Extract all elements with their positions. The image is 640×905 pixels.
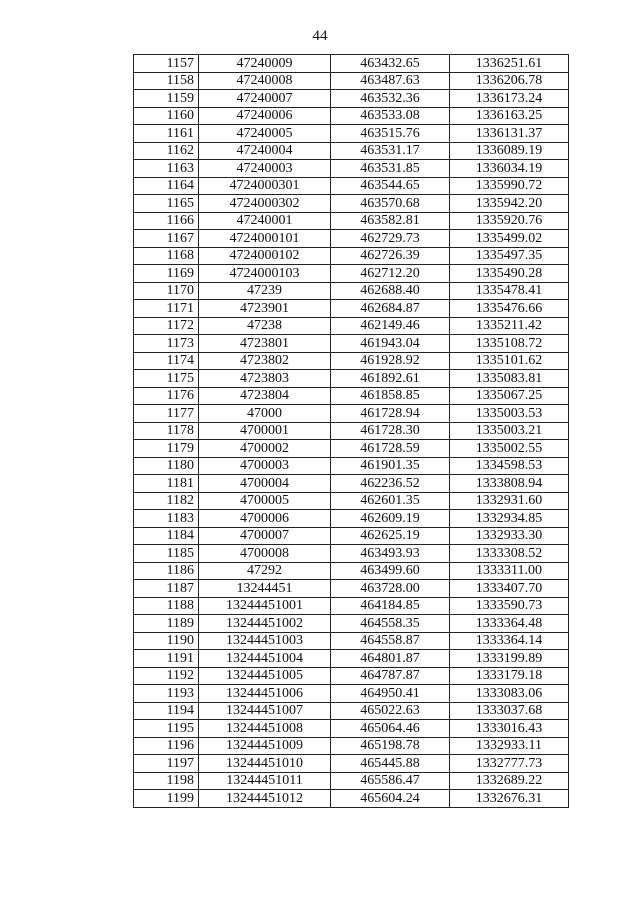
x-coordinate-cell: 464950.41 xyxy=(331,685,450,703)
point-code-cell: 47240003 xyxy=(199,160,331,178)
row-index-cell: 1193 xyxy=(134,685,199,703)
x-coordinate-cell: 464558.35 xyxy=(331,615,450,633)
point-code-cell: 13244451007 xyxy=(199,702,331,720)
y-coordinate-cell: 1333407.70 xyxy=(450,580,569,598)
y-coordinate-cell: 1336173.24 xyxy=(450,90,569,108)
row-index-cell: 1181 xyxy=(134,475,199,493)
y-coordinate-cell: 1333311.00 xyxy=(450,562,569,580)
table-row xyxy=(134,72,569,90)
x-coordinate-cell: 461728.59 xyxy=(331,440,450,458)
row-index-cell: 1166 xyxy=(134,212,199,230)
table-row xyxy=(134,772,569,790)
y-coordinate-cell: 1334598.53 xyxy=(450,457,569,475)
row-index-cell: 1170 xyxy=(134,282,199,300)
point-code-cell: 13244451009 xyxy=(199,737,331,755)
row-index-cell: 1169 xyxy=(134,265,199,283)
point-code-cell: 4723801 xyxy=(199,335,331,353)
x-coordinate-cell: 462726.39 xyxy=(331,247,450,265)
point-code-cell: 13244451006 xyxy=(199,685,331,703)
table-row xyxy=(134,632,569,650)
table-row xyxy=(134,142,569,160)
y-coordinate-cell: 1336089.19 xyxy=(450,142,569,160)
row-index-cell: 1161 xyxy=(134,125,199,143)
y-coordinate-cell: 1332676.31 xyxy=(450,790,569,808)
point-code-cell: 13244451004 xyxy=(199,650,331,668)
point-code-cell: 4724000302 xyxy=(199,195,331,213)
point-code-cell: 4724000102 xyxy=(199,247,331,265)
point-code-cell: 47292 xyxy=(199,562,331,580)
point-code-cell: 47240007 xyxy=(199,90,331,108)
point-code-cell: 4700006 xyxy=(199,510,331,528)
table-row xyxy=(134,580,569,598)
row-index-cell: 1190 xyxy=(134,632,199,650)
x-coordinate-cell: 465445.88 xyxy=(331,755,450,773)
y-coordinate-cell: 1336251.61 xyxy=(450,55,569,73)
row-index-cell: 1186 xyxy=(134,562,199,580)
point-code-cell: 4700002 xyxy=(199,440,331,458)
row-index-cell: 1188 xyxy=(134,597,199,615)
y-coordinate-cell: 1333037.68 xyxy=(450,702,569,720)
point-code-cell: 13244451001 xyxy=(199,597,331,615)
row-index-cell: 1177 xyxy=(134,405,199,423)
row-index-cell: 1185 xyxy=(134,545,199,563)
x-coordinate-cell: 463533.08 xyxy=(331,107,450,125)
point-code-cell: 4723802 xyxy=(199,352,331,370)
y-coordinate-cell: 1333808.94 xyxy=(450,475,569,493)
row-index-cell: 1178 xyxy=(134,422,199,440)
row-index-cell: 1168 xyxy=(134,247,199,265)
x-coordinate-cell: 464184.85 xyxy=(331,597,450,615)
table-row xyxy=(134,790,569,808)
row-index-cell: 1176 xyxy=(134,387,199,405)
row-index-cell: 1164 xyxy=(134,177,199,195)
table-row xyxy=(134,352,569,370)
point-code-cell: 47000 xyxy=(199,405,331,423)
y-coordinate-cell: 1335003.53 xyxy=(450,405,569,423)
table-row xyxy=(134,405,569,423)
point-code-cell: 4700003 xyxy=(199,457,331,475)
y-coordinate-cell: 1335476.66 xyxy=(450,300,569,318)
row-index-cell: 1173 xyxy=(134,335,199,353)
table-row xyxy=(134,597,569,615)
y-coordinate-cell: 1335490.28 xyxy=(450,265,569,283)
y-coordinate-cell: 1332777.73 xyxy=(450,755,569,773)
table-row xyxy=(134,650,569,668)
table-row xyxy=(134,720,569,738)
x-coordinate-cell: 464558.87 xyxy=(331,632,450,650)
point-code-cell: 4724000101 xyxy=(199,230,331,248)
y-coordinate-cell: 1336163.25 xyxy=(450,107,569,125)
table-body xyxy=(134,55,569,808)
x-coordinate-cell: 463515.76 xyxy=(331,125,450,143)
x-coordinate-cell: 463531.17 xyxy=(331,142,450,160)
table-row xyxy=(134,475,569,493)
point-code-cell: 4700004 xyxy=(199,475,331,493)
x-coordinate-cell: 465022.63 xyxy=(331,702,450,720)
point-code-cell: 47240004 xyxy=(199,142,331,160)
y-coordinate-cell: 1333016.43 xyxy=(450,720,569,738)
x-coordinate-cell: 463532.36 xyxy=(331,90,450,108)
x-coordinate-cell: 461892.61 xyxy=(331,370,450,388)
table-row xyxy=(134,160,569,178)
point-code-cell: 13244451002 xyxy=(199,615,331,633)
x-coordinate-cell: 461728.94 xyxy=(331,405,450,423)
table-row xyxy=(134,755,569,773)
y-coordinate-cell: 1335067.25 xyxy=(450,387,569,405)
x-coordinate-cell: 462609.19 xyxy=(331,510,450,528)
x-coordinate-cell: 462625.19 xyxy=(331,527,450,545)
y-coordinate-cell: 1333083.06 xyxy=(450,685,569,703)
row-index-cell: 1167 xyxy=(134,230,199,248)
table-row xyxy=(134,55,569,73)
row-index-cell: 1199 xyxy=(134,790,199,808)
point-code-cell: 4700008 xyxy=(199,545,331,563)
point-code-cell: 47240008 xyxy=(199,72,331,90)
table-row xyxy=(134,527,569,545)
table-row xyxy=(134,90,569,108)
row-index-cell: 1162 xyxy=(134,142,199,160)
y-coordinate-cell: 1335108.72 xyxy=(450,335,569,353)
row-index-cell: 1183 xyxy=(134,510,199,528)
table-row xyxy=(134,370,569,388)
table-row xyxy=(134,667,569,685)
row-index-cell: 1187 xyxy=(134,580,199,598)
x-coordinate-cell: 462236.52 xyxy=(331,475,450,493)
row-index-cell: 1195 xyxy=(134,720,199,738)
point-code-cell: 47240005 xyxy=(199,125,331,143)
y-coordinate-cell: 1335002.55 xyxy=(450,440,569,458)
x-coordinate-cell: 463432.65 xyxy=(331,55,450,73)
row-index-cell: 1163 xyxy=(134,160,199,178)
y-coordinate-cell: 1332933.30 xyxy=(450,527,569,545)
table-row xyxy=(134,247,569,265)
table-row xyxy=(134,702,569,720)
x-coordinate-cell: 462684.87 xyxy=(331,300,450,318)
y-coordinate-cell: 1335478.41 xyxy=(450,282,569,300)
y-coordinate-cell: 1335497.35 xyxy=(450,247,569,265)
table-row xyxy=(134,387,569,405)
x-coordinate-cell: 463570.68 xyxy=(331,195,450,213)
page-number: 44 xyxy=(312,28,328,44)
x-coordinate-cell: 461728.30 xyxy=(331,422,450,440)
x-coordinate-cell: 461858.85 xyxy=(331,387,450,405)
x-coordinate-cell: 462729.73 xyxy=(331,230,450,248)
table-row xyxy=(134,440,569,458)
point-code-cell: 47239 xyxy=(199,282,331,300)
point-code-cell: 47240009 xyxy=(199,55,331,73)
table-row xyxy=(134,615,569,633)
y-coordinate-cell: 1332689.22 xyxy=(450,772,569,790)
point-code-cell: 47240001 xyxy=(199,212,331,230)
table-row xyxy=(134,685,569,703)
row-index-cell: 1159 xyxy=(134,90,199,108)
point-code-cell: 13244451010 xyxy=(199,755,331,773)
y-coordinate-cell: 1333364.48 xyxy=(450,615,569,633)
point-code-cell: 4723901 xyxy=(199,300,331,318)
x-coordinate-cell: 463544.65 xyxy=(331,177,450,195)
row-index-cell: 1184 xyxy=(134,527,199,545)
table-row xyxy=(134,737,569,755)
row-index-cell: 1160 xyxy=(134,107,199,125)
row-index-cell: 1179 xyxy=(134,440,199,458)
point-code-cell: 13244451011 xyxy=(199,772,331,790)
table-row xyxy=(134,265,569,283)
point-code-cell: 4723804 xyxy=(199,387,331,405)
y-coordinate-cell: 1335211.42 xyxy=(450,317,569,335)
x-coordinate-cell: 461901.35 xyxy=(331,457,450,475)
row-index-cell: 1165 xyxy=(134,195,199,213)
y-coordinate-cell: 1335920.76 xyxy=(450,212,569,230)
point-code-cell: 4724000301 xyxy=(199,177,331,195)
table-row xyxy=(134,562,569,580)
table-row xyxy=(134,457,569,475)
row-index-cell: 1172 xyxy=(134,317,199,335)
row-index-cell: 1158 xyxy=(134,72,199,90)
y-coordinate-cell: 1335003.21 xyxy=(450,422,569,440)
y-coordinate-cell: 1336034.19 xyxy=(450,160,569,178)
x-coordinate-cell: 465586.47 xyxy=(331,772,450,790)
y-coordinate-cell: 1335942.20 xyxy=(450,195,569,213)
table-row xyxy=(134,422,569,440)
point-code-cell: 13244451003 xyxy=(199,632,331,650)
y-coordinate-cell: 1333364.14 xyxy=(450,632,569,650)
row-index-cell: 1180 xyxy=(134,457,199,475)
row-index-cell: 1196 xyxy=(134,737,199,755)
x-coordinate-cell: 465604.24 xyxy=(331,790,450,808)
table-row xyxy=(134,300,569,318)
table-row xyxy=(134,195,569,213)
row-index-cell: 1171 xyxy=(134,300,199,318)
point-code-cell: 4723803 xyxy=(199,370,331,388)
x-coordinate-cell: 465198.78 xyxy=(331,737,450,755)
row-index-cell: 1175 xyxy=(134,370,199,388)
y-coordinate-cell: 1333308.52 xyxy=(450,545,569,563)
table-row xyxy=(134,335,569,353)
x-coordinate-cell: 461943.04 xyxy=(331,335,450,353)
point-code-cell: 4724000103 xyxy=(199,265,331,283)
point-code-cell: 13244451005 xyxy=(199,667,331,685)
point-code-cell: 4700001 xyxy=(199,422,331,440)
table-row xyxy=(134,212,569,230)
y-coordinate-cell: 1335990.72 xyxy=(450,177,569,195)
point-code-cell: 47240006 xyxy=(199,107,331,125)
x-coordinate-cell: 463531.85 xyxy=(331,160,450,178)
row-index-cell: 1189 xyxy=(134,615,199,633)
x-coordinate-cell: 463487.63 xyxy=(331,72,450,90)
y-coordinate-cell: 1332934.85 xyxy=(450,510,569,528)
y-coordinate-cell: 1335499.02 xyxy=(450,230,569,248)
x-coordinate-cell: 462149.46 xyxy=(331,317,450,335)
y-coordinate-cell: 1332933.11 xyxy=(450,737,569,755)
y-coordinate-cell: 1335101.62 xyxy=(450,352,569,370)
table-row xyxy=(134,125,569,143)
y-coordinate-cell: 1333590.73 xyxy=(450,597,569,615)
point-code-cell: 4700007 xyxy=(199,527,331,545)
row-index-cell: 1198 xyxy=(134,772,199,790)
row-index-cell: 1191 xyxy=(134,650,199,668)
point-code-cell: 13244451012 xyxy=(199,790,331,808)
table-row xyxy=(134,282,569,300)
x-coordinate-cell: 463582.81 xyxy=(331,212,450,230)
x-coordinate-cell: 462601.35 xyxy=(331,492,450,510)
row-index-cell: 1197 xyxy=(134,755,199,773)
row-index-cell: 1157 xyxy=(134,55,199,73)
row-index-cell: 1192 xyxy=(134,667,199,685)
x-coordinate-cell: 464801.87 xyxy=(331,650,450,668)
y-coordinate-cell: 1333199.89 xyxy=(450,650,569,668)
y-coordinate-cell: 1336206.78 xyxy=(450,72,569,90)
x-coordinate-cell: 463499.60 xyxy=(331,562,450,580)
table-row xyxy=(134,545,569,563)
x-coordinate-cell: 462712.20 xyxy=(331,265,450,283)
row-index-cell: 1182 xyxy=(134,492,199,510)
y-coordinate-cell: 1333179.18 xyxy=(450,667,569,685)
point-code-cell: 13244451008 xyxy=(199,720,331,738)
table-row xyxy=(134,177,569,195)
coordinates-table xyxy=(133,54,569,808)
point-code-cell: 4700005 xyxy=(199,492,331,510)
x-coordinate-cell: 462688.40 xyxy=(331,282,450,300)
y-coordinate-cell: 1335083.81 xyxy=(450,370,569,388)
x-coordinate-cell: 463728.00 xyxy=(331,580,450,598)
table-row xyxy=(134,107,569,125)
table-row xyxy=(134,510,569,528)
table-row xyxy=(134,317,569,335)
row-index-cell: 1194 xyxy=(134,702,199,720)
x-coordinate-cell: 464787.87 xyxy=(331,667,450,685)
point-code-cell: 47238 xyxy=(199,317,331,335)
row-index-cell: 1174 xyxy=(134,352,199,370)
y-coordinate-cell: 1332931.60 xyxy=(450,492,569,510)
y-coordinate-cell: 1336131.37 xyxy=(450,125,569,143)
table-row xyxy=(134,230,569,248)
point-code-cell: 13244451 xyxy=(199,580,331,598)
table-row xyxy=(134,492,569,510)
x-coordinate-cell: 465064.46 xyxy=(331,720,450,738)
x-coordinate-cell: 463493.93 xyxy=(331,545,450,563)
x-coordinate-cell: 461928.92 xyxy=(331,352,450,370)
